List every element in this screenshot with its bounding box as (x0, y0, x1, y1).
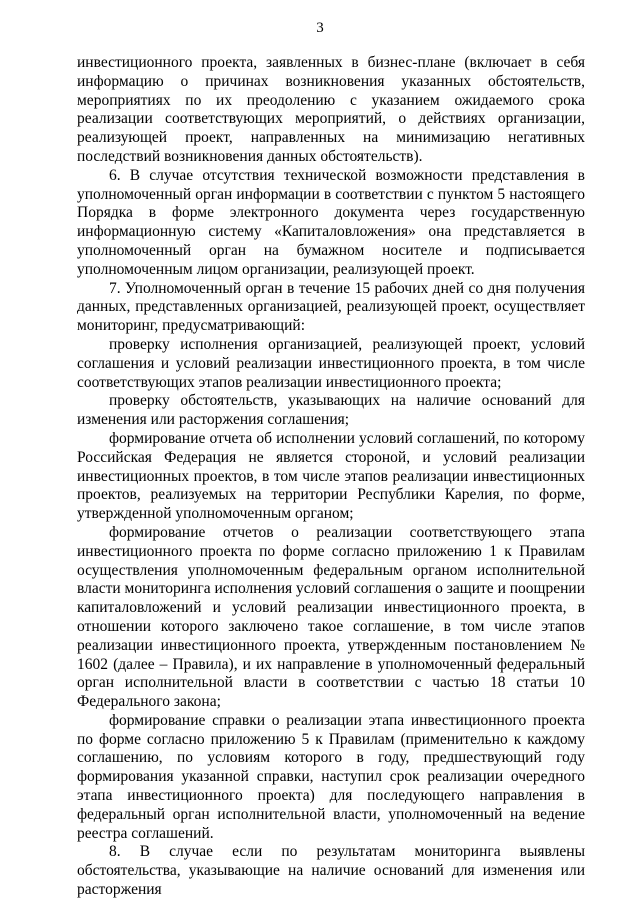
paragraph-stage-certificate: формирование справки о реализации этапа инвестиционного проекта по форме согласно приложению 5 к Правилам (применительно к каждому соглашению, по условиям которого в году, предшествующий году формирования указанной справки, наступил срок реализации очередного этапа инвестиционного проекта) для последующего направления в федеральный орган исполнительной власти, уполномоченный на ведение реестра соглашений. (77, 711, 585, 842)
paragraph-report-formation: формирование отчета об исполнении условий соглашений, по которому Российская Федерация не является стороной, и условий реализации инвестиционных проектов, в том числе этапов реализации инвестиционных проектов, реализуемых на территории Республики Карелия, по форме, утвержденной уполномоченным органом; (77, 429, 585, 523)
paragraph-check-conditions: проверку исполнения организацией, реализующей проект, условий соглашения и условий реализации инвестиционного проекта, в том числе соответствующих этапов реализации инвестиционного проекта; (77, 335, 585, 391)
paragraph-item-6: 6. В случае отсутствия технической возможности представления в уполномоченный орган информации в соответствии с пунктом 5 настоящего Порядка в форме электронного документа через государственную информационную систему «Капиталовложения» она представляется в уполномоченный орган на бумажном носителе и подписывается уполномоченным лицом организации, реализующей проект. (77, 166, 585, 278)
paragraph-stage-reports: формирование отчетов о реализации соответствующего этапа инвестиционного проекта по форме согласно приложению 1 к Правилам осуществления уполномоченным федеральным органом исполнительной власти мониторинга исполнения условий соглашения о защите и поощрении капиталовложений и условий реализации инвестиционного проекта, в отношении которого заключено такое соглашение, в том числе этапов реализации инвестиционного проекта, утвержденным постановлением № 1602 (далее – Правила), и их направление в уполномоченный федеральный орган исполнительной власти в соответствии с частью 18 статьи 10 Федерального закона; (77, 523, 585, 711)
document-body (77, 54, 585, 900)
paragraph-item-7: 7. Уполномоченный орган в течение 15 рабочих дней со дня получения данных, представленных организацией, реализующей проект, осуществляет мониторинг, предусматривающий: (77, 279, 585, 335)
page-number: 3 (316, 20, 324, 36)
paragraph-continuation: инвестиционного проекта, заявленных в бизнес-плане (включает в себя информацию о причинах возникновения указанных обстоятельств, мероприятиях по их преодолению с указанием ожидаемого срока реализации соответствующих мероприятий, о действиях организации, реализующей проект, направленных на минимизацию негативных последствий возникновения данных обстоятельств). (77, 54, 585, 165)
paragraph-item-8: 8. В случае если по результатам мониторинга выявлены обстоятельства, указывающие на наличие оснований для изменения или расторжения (77, 843, 585, 899)
paragraph-check-circumstances: проверку обстоятельств, указывающих на наличие оснований для изменения или расторжения соглашения; (77, 392, 585, 429)
